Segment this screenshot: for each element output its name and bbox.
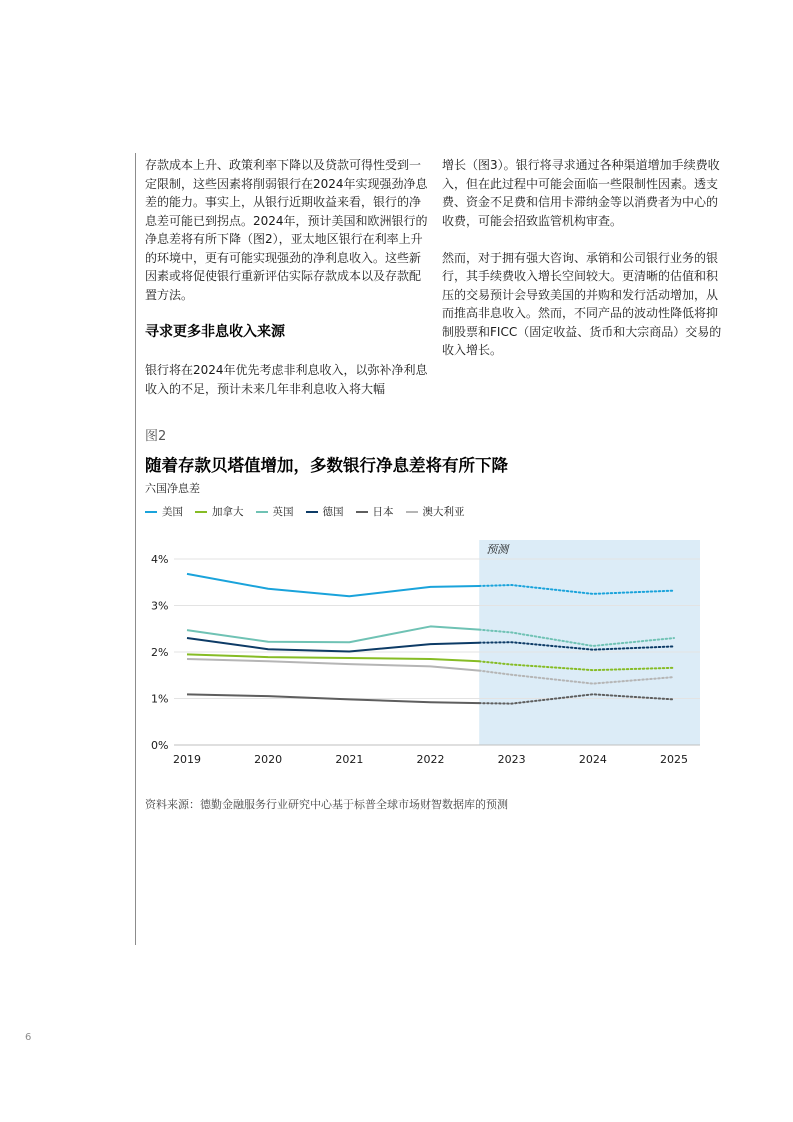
y-tick-label: 0% — [151, 739, 169, 752]
x-tick-label: 2024 — [578, 753, 607, 766]
legend-swatch — [406, 511, 418, 513]
right-column — [442, 156, 727, 360]
legend-item — [256, 504, 294, 519]
legend-item — [145, 504, 183, 519]
body-paragraph: 增长（图3）。银行将寻求通过各种渠道增加手续费收入，但在此过程中可能会面临一些限制性因素。透支费、资金不足费和信用卡滞纳金等以消费者为中心的收费，可能会招致监管机构审查。 — [442, 158, 720, 228]
x-tick-label: 2023 — [497, 753, 526, 766]
series-line-actual — [187, 659, 479, 671]
legend-swatch — [145, 511, 157, 513]
figure-subtitle: 六国净息差 — [145, 482, 200, 495]
series-line-actual — [187, 626, 479, 642]
legend-label: 加拿大 — [212, 506, 244, 518]
legend-label: 英国 — [272, 506, 294, 518]
figure-source: 资料来源：德勤金融服务行业研究中心基于标普全球市场财智数据库的预测 — [145, 798, 508, 811]
figure-title: 随着存款贝塔值增加，多数银行净息差将有所下降 — [145, 456, 508, 475]
legend-label: 日本 — [372, 506, 394, 518]
y-tick-label: 1% — [151, 692, 169, 706]
y-tick-label: 3% — [151, 599, 169, 613]
x-tick-label: 2021 — [335, 753, 364, 766]
legend-swatch — [356, 511, 368, 513]
legend-swatch — [195, 511, 207, 513]
legend-item — [195, 504, 244, 519]
page-number: 6 — [25, 1032, 32, 1043]
chart-legend — [145, 504, 465, 519]
legend-item — [406, 504, 465, 519]
legend-label: 澳大利亚 — [422, 506, 465, 518]
x-tick-label: 2019 — [173, 753, 201, 766]
x-tick-label: 2020 — [254, 753, 283, 766]
x-tick-label: 2025 — [660, 753, 688, 766]
line-chart — [140, 535, 710, 770]
body-paragraph: 存款成本上升、政策利率下降以及贷款可得性受到一定限制，这些因素将削弱银行在2024年实现强劲净息差的能力。事实上，从银行近期收益来看，银行的净息差可能已到拐点。2024年，预计美国和欧洲银行的净息差将有所下降（图2），亚太地区银行在利率上升的环境中，更有可能实现强劲的净利息收入。这些新因素或将促使银行重新评估实际存款成本以及存款配置方法。 — [145, 158, 428, 302]
legend-swatch — [256, 511, 268, 513]
series-line-actual — [187, 638, 479, 651]
legend-label: 美国 — [162, 506, 183, 518]
legend-item — [356, 504, 394, 519]
y-tick-label: 4% — [151, 553, 169, 566]
column-rule — [135, 153, 136, 945]
legend-label: 德国 — [322, 506, 344, 518]
y-tick-label: 2% — [151, 646, 169, 659]
body-paragraph: 银行将在2024年优先考虑非利息收入，以弥补净利息收入的不足，预计未来几年非利息收入将大幅 — [145, 363, 428, 396]
series-line-actual — [187, 574, 479, 596]
x-tick-label: 2022 — [416, 753, 445, 766]
forecast-label: 预测 — [486, 543, 509, 556]
body-paragraph: 然而，对于拥有强大咨询、承销和公司银行业务的银行，其手续费收入增长空间较大。更清晰的估值和积压的交易预计会导致美国的并购和发行活动增加，从而推高非息收入。然而，不同产品的波动性降低将抑制股票和FICC（固定收益、货币和大宗商品）交易的收入增长。 — [442, 250, 722, 357]
section-heading: 寻求更多非息收入来源 — [145, 324, 285, 340]
figure-label: 图2 — [145, 429, 167, 444]
legend-item — [306, 504, 344, 519]
legend-swatch — [306, 511, 318, 513]
left-column — [145, 156, 430, 398]
